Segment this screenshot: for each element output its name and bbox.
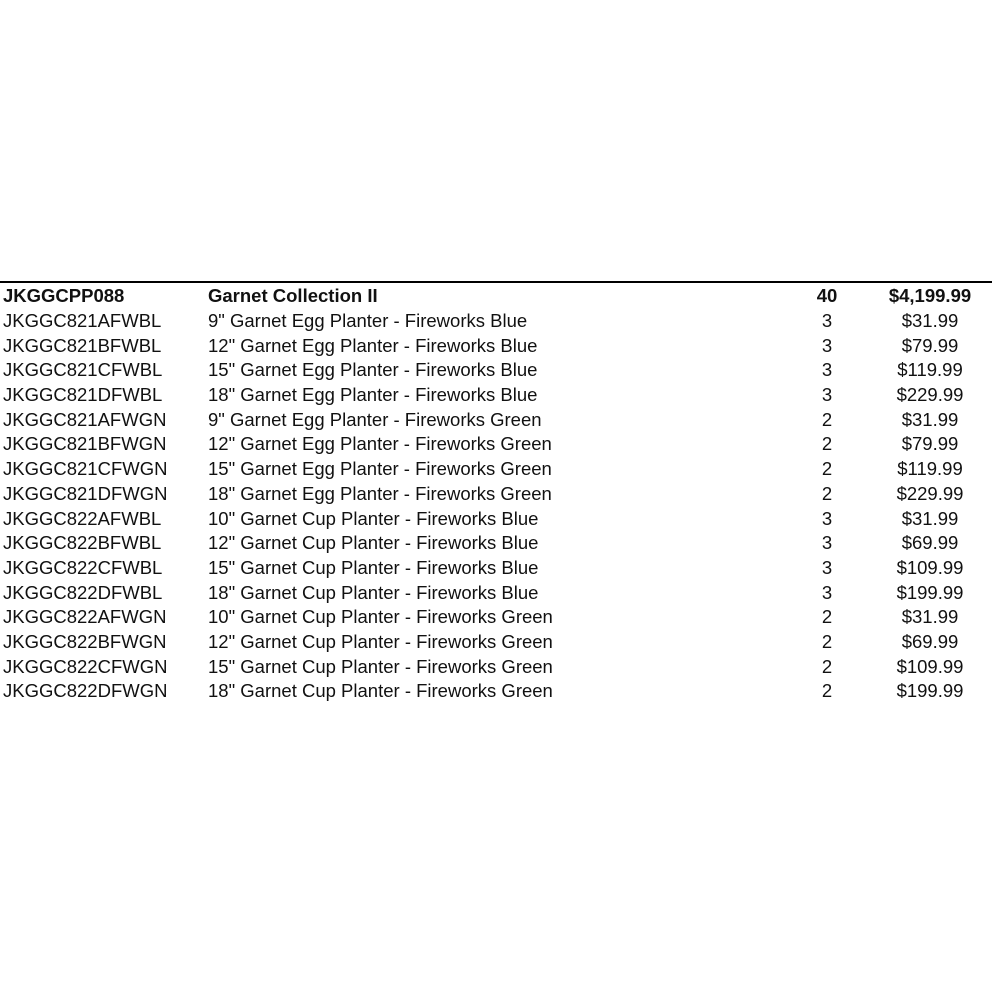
item-price: $229.99 bbox=[896, 482, 964, 504]
item-sku: JKGGC821DFWBL bbox=[3, 384, 163, 406]
item-description: 15" Garnet Egg Planter - Fireworks Green bbox=[208, 458, 552, 480]
item-qty: 2 bbox=[821, 680, 833, 702]
item-price: $199.99 bbox=[896, 581, 964, 603]
table-row bbox=[0, 408, 992, 433]
item-qty: 3 bbox=[821, 532, 833, 554]
item-qty: 2 bbox=[821, 458, 833, 480]
item-description: 18" Garnet Egg Planter - Fireworks Green bbox=[208, 482, 552, 504]
item-price: $199.99 bbox=[896, 680, 964, 702]
item-qty: 2 bbox=[821, 630, 833, 652]
item-description: 15" Garnet Egg Planter - Fireworks Blue bbox=[208, 359, 538, 381]
item-qty: 3 bbox=[821, 507, 833, 529]
item-sku: JKGGC822BFWBL bbox=[3, 532, 162, 554]
collection-sku: JKGGCPP088 bbox=[3, 285, 125, 306]
item-qty: 2 bbox=[821, 482, 833, 504]
item-price: $119.99 bbox=[897, 458, 963, 480]
item-qty: 3 bbox=[821, 310, 833, 331]
item-description: 9" Garnet Egg Planter - Fireworks Green bbox=[208, 408, 542, 430]
item-price: $31.99 bbox=[901, 507, 959, 529]
item-price: $69.99 bbox=[901, 630, 959, 652]
item-price: $31.99 bbox=[901, 310, 959, 331]
collection-name: Garnet Collection II bbox=[208, 285, 378, 306]
item-description: 15" Garnet Cup Planter - Fireworks Green bbox=[208, 655, 553, 677]
item-price: $31.99 bbox=[901, 606, 959, 628]
item-sku: JKGGC821BFWGN bbox=[3, 433, 167, 455]
item-description: 12" Garnet Cup Planter - Fireworks Green bbox=[208, 630, 553, 652]
item-sku: JKGGC822BFWGN bbox=[3, 630, 167, 652]
table-row bbox=[0, 432, 992, 457]
table-row bbox=[0, 679, 992, 704]
table-row bbox=[0, 556, 992, 581]
item-qty: 3 bbox=[821, 581, 833, 603]
item-qty: 3 bbox=[821, 359, 833, 381]
item-qty: 2 bbox=[821, 606, 833, 628]
collection-price: $4,199.99 bbox=[888, 285, 972, 306]
item-sku: JKGGC822AFWBL bbox=[3, 507, 162, 529]
item-description: 18" Garnet Cup Planter - Fireworks Blue bbox=[208, 581, 539, 603]
table-row bbox=[0, 507, 992, 532]
item-price: $31.99 bbox=[901, 408, 959, 430]
product-table bbox=[0, 281, 992, 704]
table-row bbox=[0, 457, 992, 482]
item-qty: 3 bbox=[821, 556, 833, 578]
item-price: $229.99 bbox=[896, 384, 964, 406]
item-qty: 3 bbox=[821, 334, 833, 356]
table-row bbox=[0, 630, 992, 655]
item-description: 9" Garnet Egg Planter - Fireworks Blue bbox=[208, 310, 528, 331]
item-qty: 3 bbox=[821, 384, 833, 406]
item-sku: JKGGC821CFWGN bbox=[3, 458, 168, 480]
item-sku: JKGGC821AFWGN bbox=[3, 408, 167, 430]
item-sku: JKGGC822AFWGN bbox=[3, 606, 167, 628]
item-price: $79.99 bbox=[901, 433, 959, 455]
table-row bbox=[0, 605, 992, 630]
item-sku: JKGGC822DFWGN bbox=[3, 680, 168, 702]
table-row bbox=[0, 482, 992, 507]
table-row bbox=[0, 655, 992, 680]
table-row bbox=[0, 309, 992, 334]
table-row bbox=[0, 383, 992, 408]
item-sku: JKGGC822CFWGN bbox=[3, 655, 168, 677]
item-description: 10" Garnet Cup Planter - Fireworks Green bbox=[208, 606, 553, 628]
collection-qty: 40 bbox=[816, 285, 838, 306]
item-qty: 2 bbox=[821, 655, 833, 677]
item-description: 12" Garnet Cup Planter - Fireworks Blue bbox=[208, 532, 539, 554]
item-description: 18" Garnet Cup Planter - Fireworks Green bbox=[208, 680, 553, 702]
item-description: 15" Garnet Cup Planter - Fireworks Blue bbox=[208, 556, 539, 578]
item-qty: 2 bbox=[821, 408, 833, 430]
item-rows bbox=[0, 309, 992, 704]
item-price: $79.99 bbox=[901, 334, 959, 356]
item-sku: JKGGC822DFWBL bbox=[3, 581, 163, 603]
item-price: $69.99 bbox=[901, 532, 959, 554]
item-sku: JKGGC822CFWBL bbox=[3, 556, 163, 578]
item-description: 10" Garnet Cup Planter - Fireworks Blue bbox=[208, 507, 539, 529]
table-row bbox=[0, 581, 992, 606]
table-row bbox=[0, 358, 992, 383]
table-row bbox=[0, 334, 992, 359]
item-sku: JKGGC821CFWBL bbox=[3, 359, 163, 381]
item-description: 12" Garnet Egg Planter - Fireworks Blue bbox=[208, 334, 538, 356]
item-price: $119.99 bbox=[897, 359, 963, 381]
item-qty: 2 bbox=[821, 433, 833, 455]
item-sku: JKGGC821BFWBL bbox=[3, 334, 162, 356]
item-sku: JKGGC821DFWGN bbox=[3, 482, 168, 504]
table-row bbox=[0, 531, 992, 556]
item-description: 18" Garnet Egg Planter - Fireworks Blue bbox=[208, 384, 538, 406]
item-description: 12" Garnet Egg Planter - Fireworks Green bbox=[208, 433, 552, 455]
item-price: $109.99 bbox=[896, 556, 964, 578]
collection-header-row bbox=[0, 284, 992, 309]
item-price: $109.99 bbox=[896, 655, 964, 677]
item-sku: JKGGC821AFWBL bbox=[3, 310, 162, 331]
